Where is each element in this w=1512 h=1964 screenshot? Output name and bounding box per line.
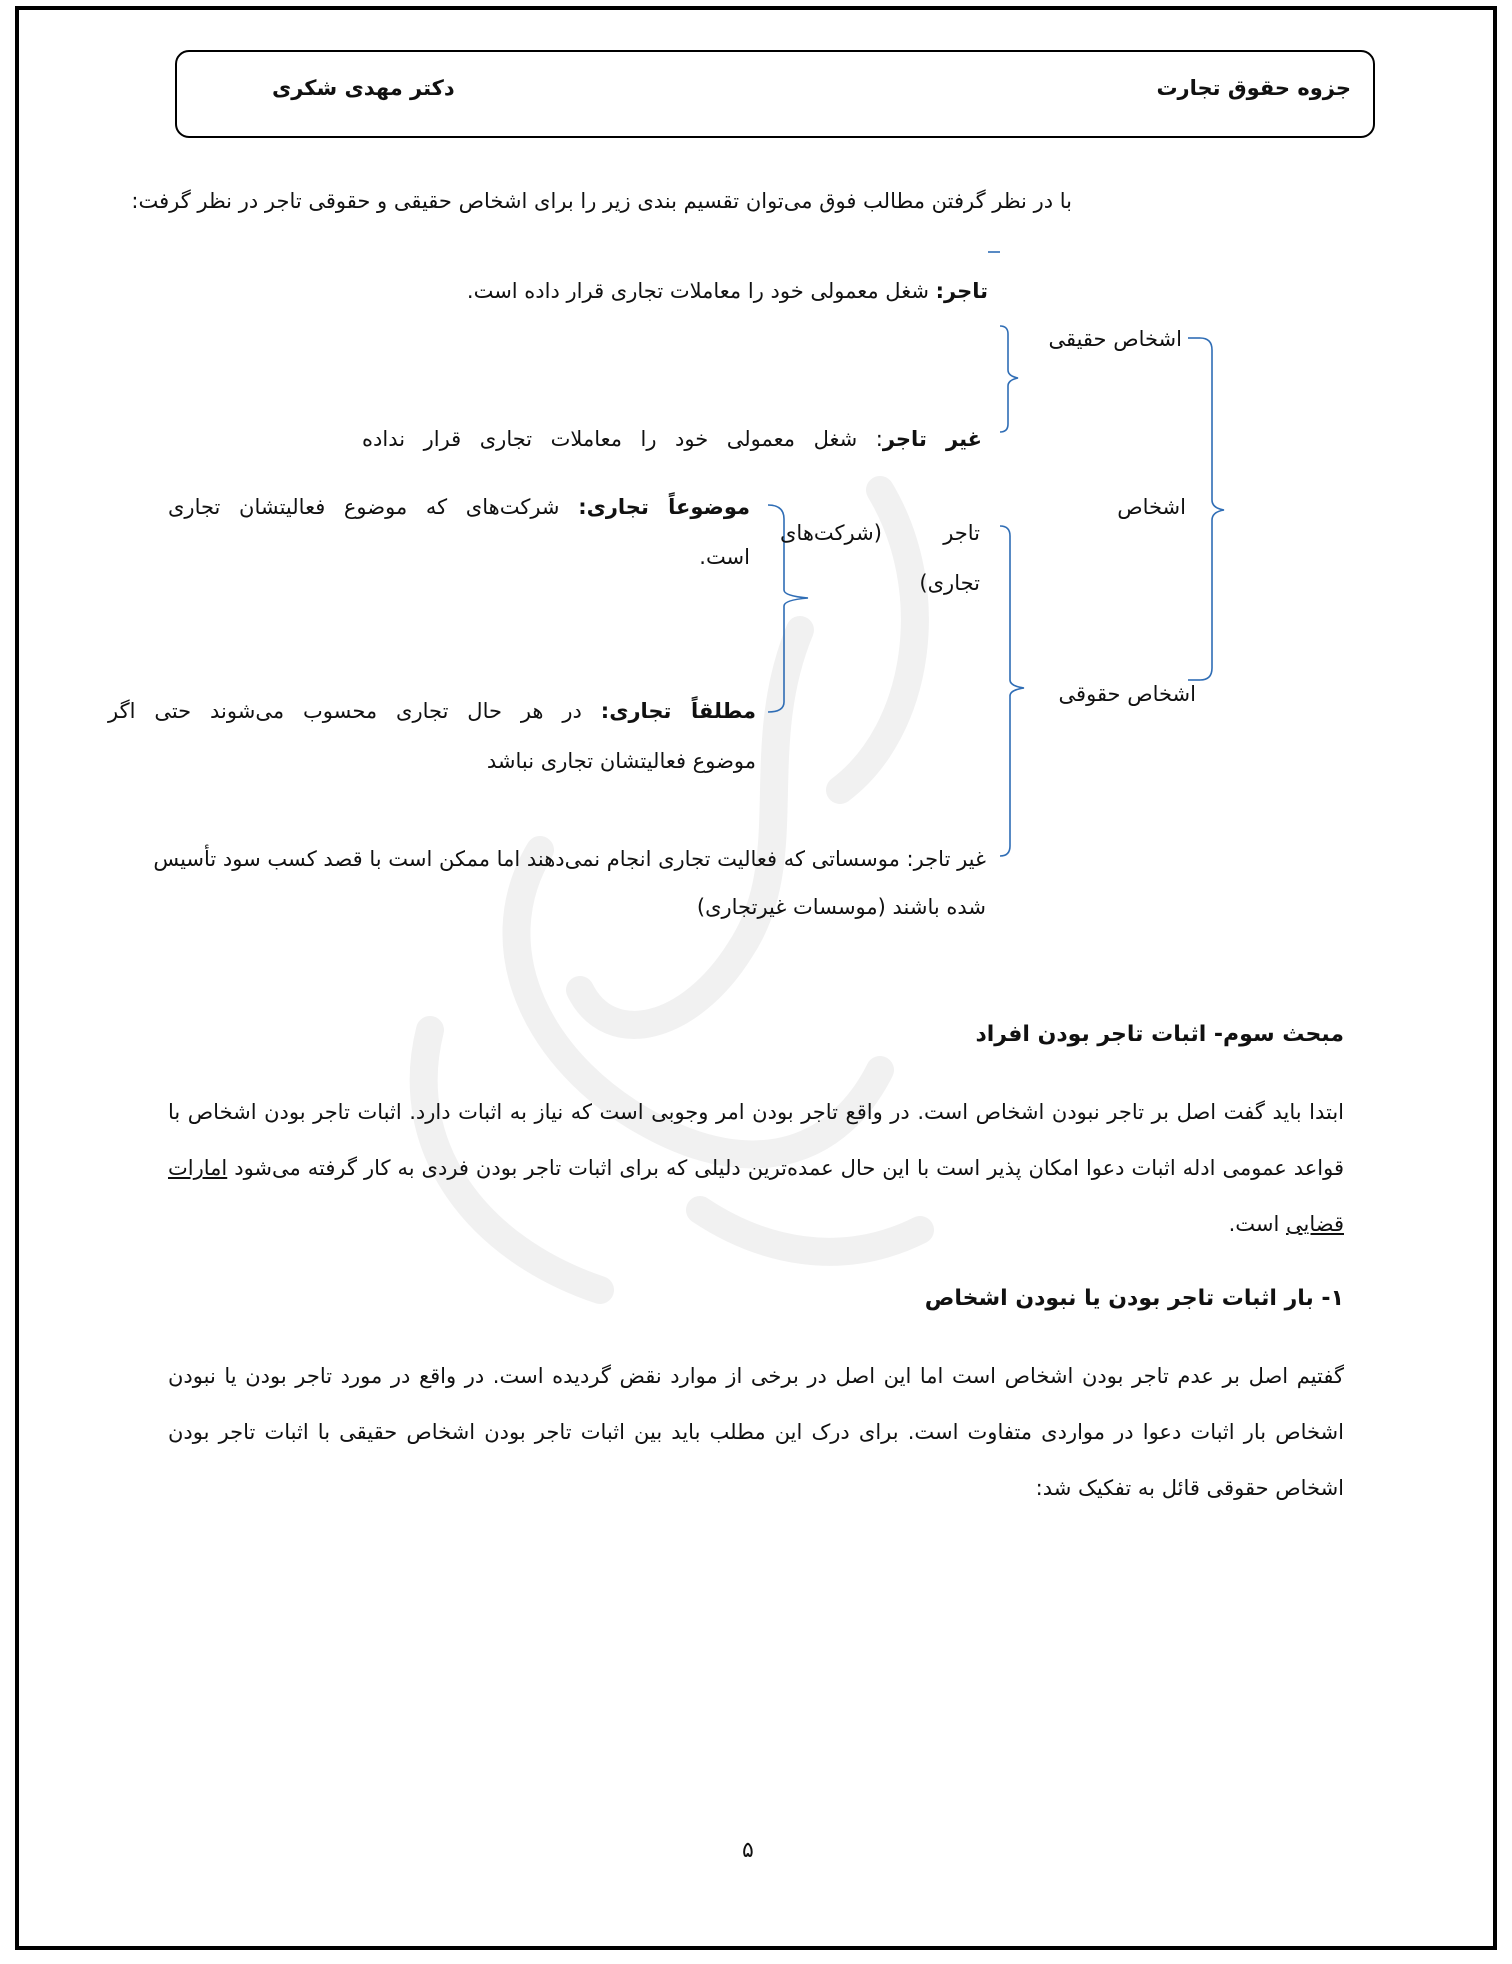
absolute-commercial-line2: موضوع فعالیتشان تجاری نباشد (486, 749, 756, 773)
natural-non-merchant-text: شغل معمولی خود را معاملات تجاری قرار نداده (362, 427, 858, 451)
legal-bracket (1000, 526, 1024, 856)
section3-1-paragraph: گفتیم اصل بر عدم تاجر بودن اشخاص است اما این اصل در برخی از موارد نقض گردیده است. در واقع در مورد تاجر بودن یا نبودن اشخاص بار اثبات دعوا در مواردی متفاوت است. برای درک این مطلب باید بین اثبات تاجر بودن اشخاص حقیقی با اثبات تاجر بودن اشخاص حقوقی قائل به تفکیک شد: (168, 1364, 1344, 1500)
subject-commercial-line2: است. (699, 545, 750, 569)
root-bracket (1200, 338, 1224, 680)
natural-merchant-text: شغل معمولی خود را معاملات تجاری قرار داده است. (466, 279, 929, 303)
document-title: جزوه حقوق تجارت (1156, 76, 1351, 100)
natural-merchant-row (467, 270, 988, 312)
natural-persons-label: اشخاص حقیقی (1048, 327, 1182, 351)
tree-root-label: اشخاص (1117, 495, 1186, 519)
page-number: ۵ (742, 1838, 754, 1863)
absolute-commercial-term: مطلقاً تجاری: (600, 699, 756, 723)
absolute-commercial-text: در هر حال تجاری محسوب می‌شوند حتی اگر (108, 699, 582, 723)
legal-merchant-line2: تجاری) (919, 571, 980, 595)
section3-heading: مبحث سوم- اثبات تاجر بودن افراد (975, 1022, 1344, 1047)
judicial-presumptions-term: امارات قضایی (168, 1156, 1344, 1236)
absolute-commercial-line1 (108, 690, 756, 732)
legal-non-merchant-line2: شده باشند (موسسات غیرتجاری) (696, 895, 986, 919)
subject-commercial-text: شرکت‌های که موضوع فعالیتشان تجاری (168, 495, 560, 519)
section3-paragraph: ابتدا باید گفت اصل بر تاجر نبودن اشخاص است. در واقع تاجر بودن امر وجوبی است که نیاز به اثبات دارد. اثبات تاجر بودن اشخاص با قواعد عمومی ادله اثبات دعوا امکان پذیر است با این حال عمده‌ترین دلیلی که برای اثبات تاجر بودن فردی به کار گرفته می‌شود امارات قضایی است. (168, 1100, 1344, 1236)
legal-non-merchant-line1: غیر تاجر: موسساتی که فعالیت تجاری انجام نمی‌دهند اما ممکن است با قصد کسب سود تأسیس (153, 847, 986, 871)
intro-text: با در نظر گرفتن مطالب فوق می‌توان تقسیم بندی زیر را برای اشخاص حقیقی و حقوقی تاجر در نظر گرفت: (131, 189, 1072, 213)
legal-persons-label: اشخاص حقوقی (1058, 682, 1196, 706)
subject-commercial-term: موضوعاً تجاری: (578, 495, 750, 519)
section3-text: ابتدا باید گفت اصل بر تاجر نبودن اشخاص است. در واقع تاجر بودن امر وجوبی است که نیاز به اثبات دارد. اثبات تاجر بودن اشخاص با قواعد عمومی ادله اثبات دعوا امکان پذیر است با این حال عمده‌ترین دلیلی که برای اثبات تاجر بودن فردی به کار گرفته می‌شود (168, 1100, 1344, 1180)
natural-merchant-term: تاجر: (935, 279, 988, 303)
author-name: دکتر مهدی شکری (272, 76, 455, 100)
natural-non-merchant-row: غیر تاجر: شغل معمولی خود را معاملات تجاری قرار نداده (362, 427, 982, 451)
subject-commercial-line1 (168, 486, 750, 528)
legal-merchant-line1: تاجر (شرکت‌های (780, 521, 980, 545)
section3-1-heading: ۱- بار اثبات تاجر بودن یا نبودن اشخاص (924, 1286, 1344, 1311)
natural-bracket (1000, 326, 1018, 432)
natural-non-merchant-term: غیر تاجر (882, 427, 982, 451)
